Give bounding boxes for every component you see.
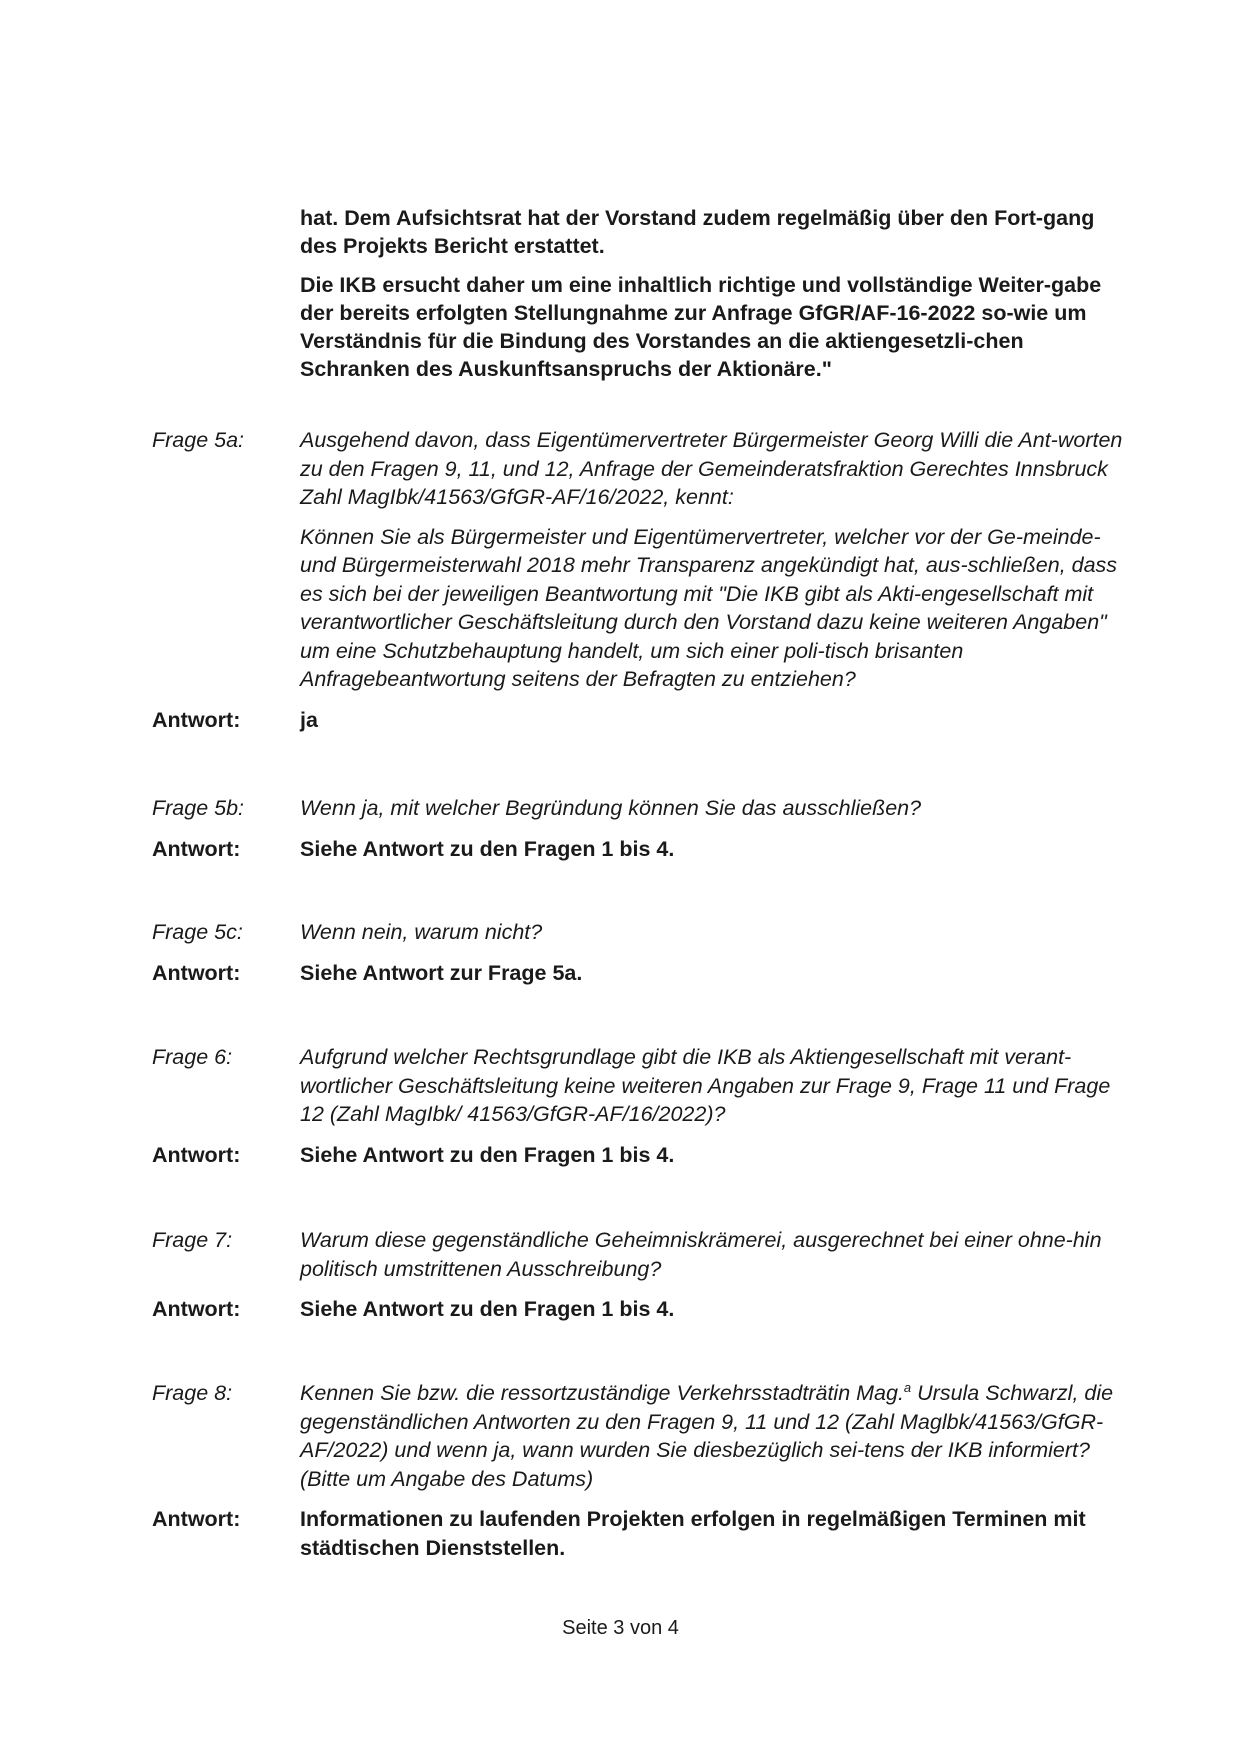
question-label: Frage 5b:	[152, 796, 245, 820]
answer-text: Informationen zu laufenden Projekten erfolgen in regelmäßigen Terminen mit städtischen Dienststellen.	[300, 1507, 1086, 1560]
answer-label: Antwort:	[152, 1297, 241, 1321]
question-label: Frage 5c:	[152, 920, 243, 944]
answer-row	[152, 1141, 1126, 1170]
question-text: Aufgrund welcher Rechtsgrundlage gibt die IKB als Aktiengesellschaft mit verant-wortlicher Geschäftsleitung keine weiteren Angaben zur Frage 9, Frage 11 und Frage 12 (Zahl MagIbk/ 41563/GfGR-AF/16/2022)?	[300, 1045, 1111, 1126]
qa-block-5b	[152, 794, 1126, 863]
qa-block-7	[152, 1226, 1126, 1324]
superscript-a: a	[903, 1379, 912, 1395]
question-label: Frage 8:	[152, 1381, 233, 1405]
intro-quote	[300, 204, 1126, 394]
question-text-part: Ursula Schwarzl, die gegenständlichen Antworten zu den Fragen 9, 11 und 12 (Zahl Maglbk/41563/GfGR-AF/2022) und wenn ja, wann wurden Sie diesbezüglich sei-tens der IKB informiert? (Bitte um Angabe des Datums)	[300, 1381, 1114, 1491]
qa-block-5a	[152, 426, 1126, 734]
question-row	[152, 1043, 1126, 1129]
question-text-part: Kennen Sie bzw. die ressortzuständige Verkehrsstadträtin Mag.	[300, 1381, 904, 1405]
answer-text: ja	[300, 707, 318, 732]
answer-label: Antwort:	[152, 960, 241, 985]
question-row	[152, 426, 1126, 694]
answer-text: Siehe Antwort zur Frage 5a.	[300, 960, 583, 985]
question-row	[152, 1226, 1126, 1283]
answer-label: Antwort:	[152, 707, 241, 732]
question-text: Warum diese gegenständliche Geheimniskrämerei, ausgerechnet bei einer ohne-hin politisch umstrittenen Ausschreibung?	[300, 1228, 1102, 1281]
answer-row	[152, 835, 1126, 864]
answer-label: Antwort:	[152, 836, 241, 861]
answer-row	[152, 959, 1126, 988]
question-text	[300, 426, 1126, 694]
question-row	[152, 794, 1126, 823]
question-label: Frage 7:	[152, 1228, 233, 1252]
answer-text: Siehe Antwort zu den Fragen 1 bis 4.	[300, 1297, 675, 1321]
question-row	[152, 1379, 1126, 1493]
answer-row	[152, 1505, 1126, 1562]
answer-row	[152, 1295, 1126, 1324]
answer-row	[152, 706, 1126, 735]
qa-block-6	[152, 1043, 1126, 1169]
question-text	[300, 1379, 1126, 1493]
intro-paragraph: Die IKB ersucht daher um eine inhaltlich richtige und vollständige Weiter-gabe der bereits erfolgten Stellungnahme zur Anfrage GfGR/AF-16-2022 so-wie um Verständnis für die Bindung des Vorstandes an die aktiengesetzli-chen Schranken des Auskunftsanspruchs der Aktionäre."	[300, 273, 1102, 381]
answer-text: Siehe Antwort zu den Fragen 1 bis 4.	[300, 836, 675, 861]
intro-paragraph: hat. Dem Aufsichtsrat hat der Vorstand zudem regelmäßig über den Fort-gang des Projekts Bericht erstattet.	[300, 206, 1095, 258]
answer-label: Antwort:	[152, 1507, 241, 1531]
question-text: Wenn ja, mit welcher Begründung können Sie das ausschließen?	[300, 796, 922, 820]
qa-block-8	[152, 1379, 1126, 1562]
qa-block-5c	[152, 918, 1126, 987]
question-text: Wenn nein, warum nicht?	[300, 920, 543, 944]
question-row	[152, 918, 1126, 947]
page-number: Seite 3 von 4	[562, 1617, 679, 1639]
question-paragraph: Ausgehend davon, dass Eigentümervertreter Bürgermeister Georg Willi die Ant-worten zu den Fragen 9, 11, und 12, Anfrage der Gemeinderatsfraktion Gerechtes Innsbruck Zahl MagIbk/41563/GfGR-AF/16/2022, kennt:	[300, 428, 1123, 509]
question-paragraph: Können Sie als Bürgermeister und Eigentümervertreter, welcher vor der Ge-meinde- und Bürgermeisterwahl 2018 mehr Transparenz angekündigt hat, aus-schließen, dass es sich bei der jeweiligen Beantwortung mit "Die IKB gibt als Akti-engesellschaft mit verantwortlicher Geschäftsleitung durch den Vorstand dazu keine weiteren Angaben" um eine Schutzbehauptung handelt, um sich einer poli-tisch brisanten Anfragebeantwortung seitens der Befragten zu entziehen?	[300, 524, 1118, 691]
answer-label: Antwort:	[152, 1142, 241, 1167]
answer-text: Siehe Antwort zu den Fragen 1 bis 4.	[300, 1142, 675, 1167]
question-label: Frage 5a:	[152, 428, 245, 452]
question-label: Frage 6:	[152, 1045, 233, 1069]
